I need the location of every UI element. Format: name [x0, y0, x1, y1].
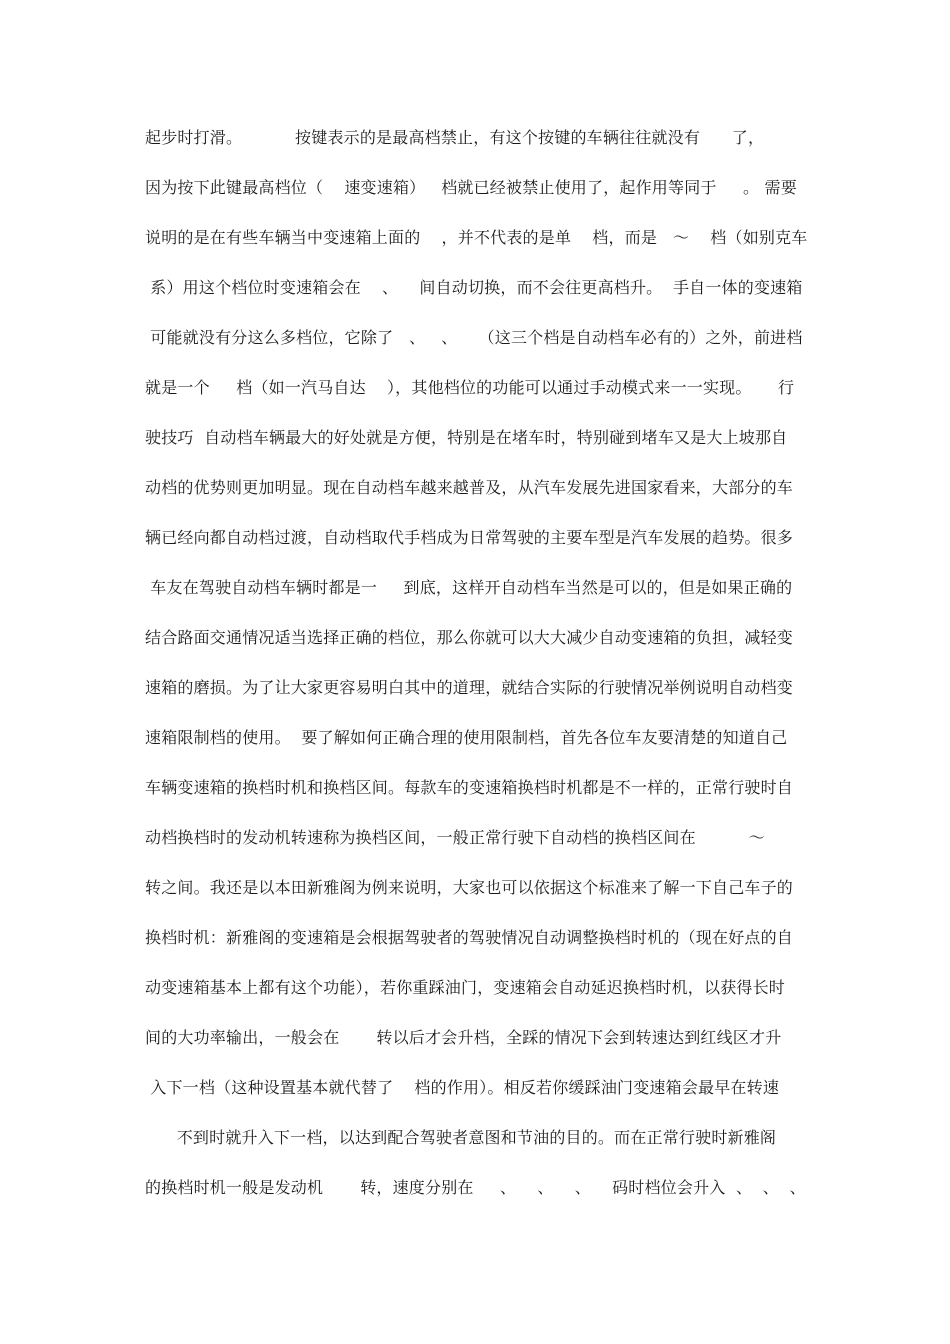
text-line: 系）用这个档位时变速箱会在 、 间自动切换，而不会往更高档升。 手自一体的变速箱 [145, 278, 803, 297]
text-line: 不到时就升入下一档，以达到配合驾驶者意图和节油的目的。而在正常行驶时新雅阁 [145, 1128, 777, 1147]
text-line: 因为按下此键最高档位（ 速变速箱） 档就已经被禁止使用了，起作用等同于 。 需要 [145, 178, 797, 197]
text-line: 车友在驾驶自动档车辆时都是一 到底，这样开自动档车当然是可以的，但是如果正确的 [145, 578, 793, 597]
text-line: 入下一档（这种设置基本就代替了 档的作用）。相反若你缓踩油门变速箱会最早在转速 [145, 1078, 780, 1097]
text-line: 驶技巧 自动档车辆最大的好处就是方便，特别是在堵车时，特别碰到堵车又是大上坡那自 [145, 428, 788, 447]
text-line: 转之间。我还是以本田新雅阁为例来说明，大家也可以依据这个标准来了解一下自己车子的 [145, 878, 794, 897]
text-line: 动档的优势则更加明显。现在自动档车越来越普及，从汽车发展先进国家看来，大部分的车 [145, 478, 794, 497]
text-line: 可能就没有分这么多档位，它除了 、 、 （这三个档是自动档车必有的）之外，前进档 [145, 328, 803, 347]
text-line: 动变速箱基本上都有这个功能），若你重踩油门，变速箱会自动延迟换档时机，以获得长时 [145, 978, 786, 997]
text-line: 起步时打滑。 按键表示的是最高档禁止，有这个按键的车辆往往就没有 了， [145, 128, 765, 147]
text-line: 说明的是在有些车辆当中变速箱上面的 ，并不代表的是单 档，而是 ～ 档（如别克车 [145, 228, 808, 247]
text-line: 速箱限制档的使用。 要了解如何正确合理的使用限制档，首先各位车友要清楚的知道自己 [145, 728, 788, 747]
text-line: 车辆变速箱的换档时机和换档区间。每款车的变速箱换档时机都是不一样的，正常行驶时自 [145, 778, 794, 797]
text-line: 换档时机：新雅阁的变速箱是会根据驾驶者的驾驶情况自动调整换档时机的（现在好点的自 [145, 928, 794, 947]
text-line: 辆已经向都自动档过渡，自动档取代手档成为日常驾驶的主要车型是汽车发展的趋势。很多 [145, 528, 794, 547]
text-line: 就是一个 档（如一汽马自达 ），其他档位的功能可以通过手动模式来一一实现。 行 [145, 378, 795, 397]
text-line: 动档换档时的发动机转速称为换档区间，一般正常行驶下自动档的换档区间在 ～ [145, 828, 765, 847]
text-line: 结合路面交通情况适当选择正确的档位，那么你就可以大大减少自动变速箱的负担，减轻变 [145, 628, 794, 647]
text-line: 的换档时机一般是发动机 转，速度分别在 、 、 、 码时档位会升入 、 、 、 [145, 1178, 806, 1197]
text-line: 间的大功率输出，一般会在 转以后才会升档，全踩的情况下会到转速达到红线区才升 [145, 1028, 782, 1047]
text-line: 速箱的磨损。为了让大家更容易明白其中的道理，就结合实际的行驶情况举例说明自动档变 [145, 678, 794, 697]
